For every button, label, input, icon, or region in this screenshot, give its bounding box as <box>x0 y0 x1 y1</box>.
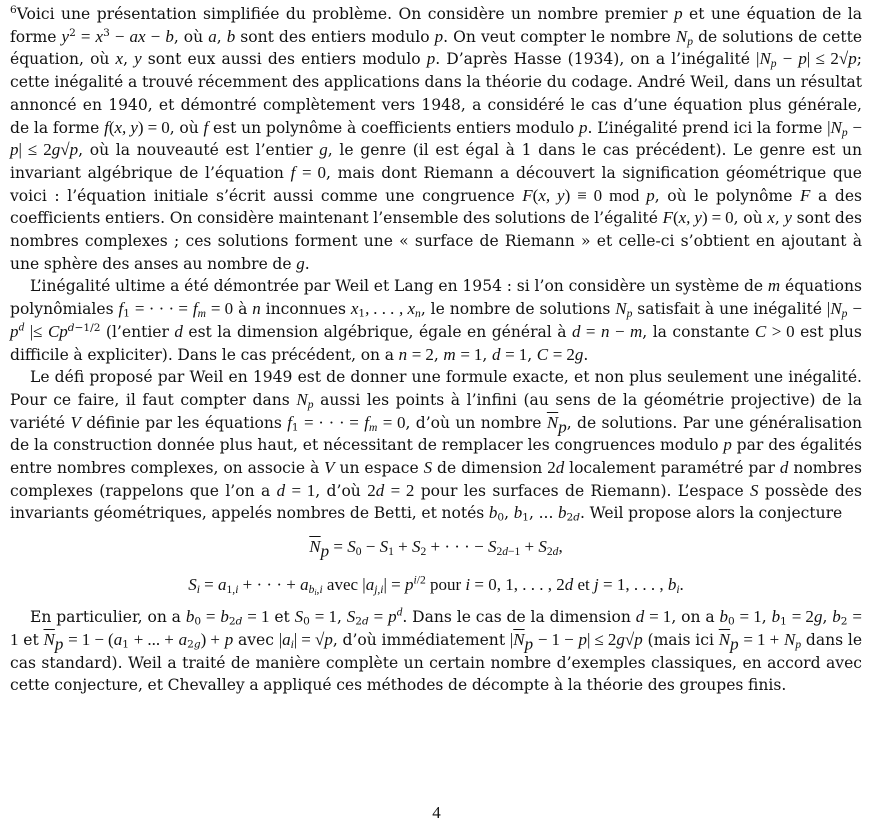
footnote-paragraph-4: En particulier, on a $b_0 = b_{2d} = 1$ et $S_0 = 1$, $S_{2d} = p^d$. Dans le cas de la dimension d = 1, on a $b_0 = 1$, $b_1 = 2g$, $b_2 = 1$ et $\overline{N}_p = 1 - (a_1$ + ... + $a_{2g}) + p$ avec $|a_i| = √p$, d’où immédiatement $|\overline{N}_p - 1 - p| \le 2g√p$ (mais ici $\overline{N}_p = 1 + N_p$ dans le cas standard). Weil a traité de manière complète un certain nombre d’exemples classiques, en accord avec cette conjecture, et Chevalley a appliqué ces méthodes de décompte à la théorie des groupes finis. <box>10 605 863 695</box>
paragraph-1-text: Voici une présentation simplifiée du problème. On considère un nombre premier p et une équation de la forme $y^2 = x^3$ − ax − b, où a, b sont des entiers modulo p. On veut compter le nombre $N_p$ de solutions de cette équation, où x, y sont eux aussi des entiers modulo p. D’après Hasse (1934), on a l’inégalité $|N_p - p| \le 2√p$; cette inégalité a trouvé récemment des applications dans la théorie du codage. André Weil, dans un résultat annoncé en 1940, et démontré complètement vers 1948, a considéré le cas d’une équation plus générale, de la forme f(x, y) = 0, où f est un polynôme à coefficients entiers modulo p. L’inégalité prend ici la forme $|N_p - p| \le 2g√p$, où la nouveauté est l’entier g, le genre (il est égal à 1 dans le cas précédent). Le genre est un invariant algébrique de l’équation f = 0, mais dont Riemann a découvert la signification géométrique que voici : l’équation initiale s’écrit aussi comme une congruence F(x, y) ≡ 0 mod p, où le polynôme F a des coefficients entiers. On considère maintenant l’ensemble des solutions de l’égalité F(x, y) = 0, où x, y sont des nombres complexes ; ces solutions forment une « surface de Riemann » et celle-ci s’obtient en ajoutant à une sphère des anses au nombre de g. <box>10 4 863 273</box>
equation-si-definition: $S_i = a_{1,i}$ + · · · + $a_{b_i,i}$ avec $|a_{j,i}| = p^{i/2}$ pour i = 0, 1, . . . , 2d et j = 1, . . . , $b_i$. <box>188 573 684 597</box>
footnote-paragraph-3: Le défi proposé par Weil en 1949 est de donner une formule exacte, et non plus seulement une inégalité. Pour ce faire, il faut compter dans $N_p$ aussi les points à l’infini (au sens de la géométrie projective) de la variété V définie par les équations $f_1$ = · · · = $f_m = 0$, d’où un nombre $\overline{N}_p$, de solutions. Par une généralisation de la construction donnée plus haut, et nécessitant de remplacer les congruences modulo p par des égalités entre nombres complexes, on associe à V un espace S de dimension 2d localement paramétré par d nombres complexes (rappelons que l’on a d = 1, d’où 2d = 2 pour les surfaces de Riemann). L’espace S possède des invariants géométriques, appelés nombres de Betti, et notés $b_0$, $b_1$, ... $b_{2d}$. Weil propose alors la conjecture <box>10 368 862 525</box>
equation-weil-conjecture: $\overline{N}_p = S_0 - S_1 + S_2$ + · · · − $S_{2d-1} + S_{2d}$, <box>309 537 563 561</box>
page-number: 4 <box>432 803 441 822</box>
footnote-paragraph-2: L’inégalité ultime a été démontrée par Weil et Lang en 1954 : si l’on considère un système de m équations polynômiales $f_1$ = · · · = $f_m = 0$ à n inconnues $x_1$, . . . , $x_n$, le nombre de solutions $N_p$ satisfait à une inégalité $|N_p - p^d$ |≤ $Cp^{d-1/2}$ (l’entier d est la dimension algébrique, égale en général à d = n − m, la constante C > 0 est plus difficile à expliciter). Dans le cas précédent, on a n = 2, m = 1, d = 1, C = 2g. <box>10 276 863 364</box>
footnote-paragraph-1 <box>10 3 862 275</box>
page-content <box>10 3 862 697</box>
footnote-marker: 6 <box>10 4 17 17</box>
